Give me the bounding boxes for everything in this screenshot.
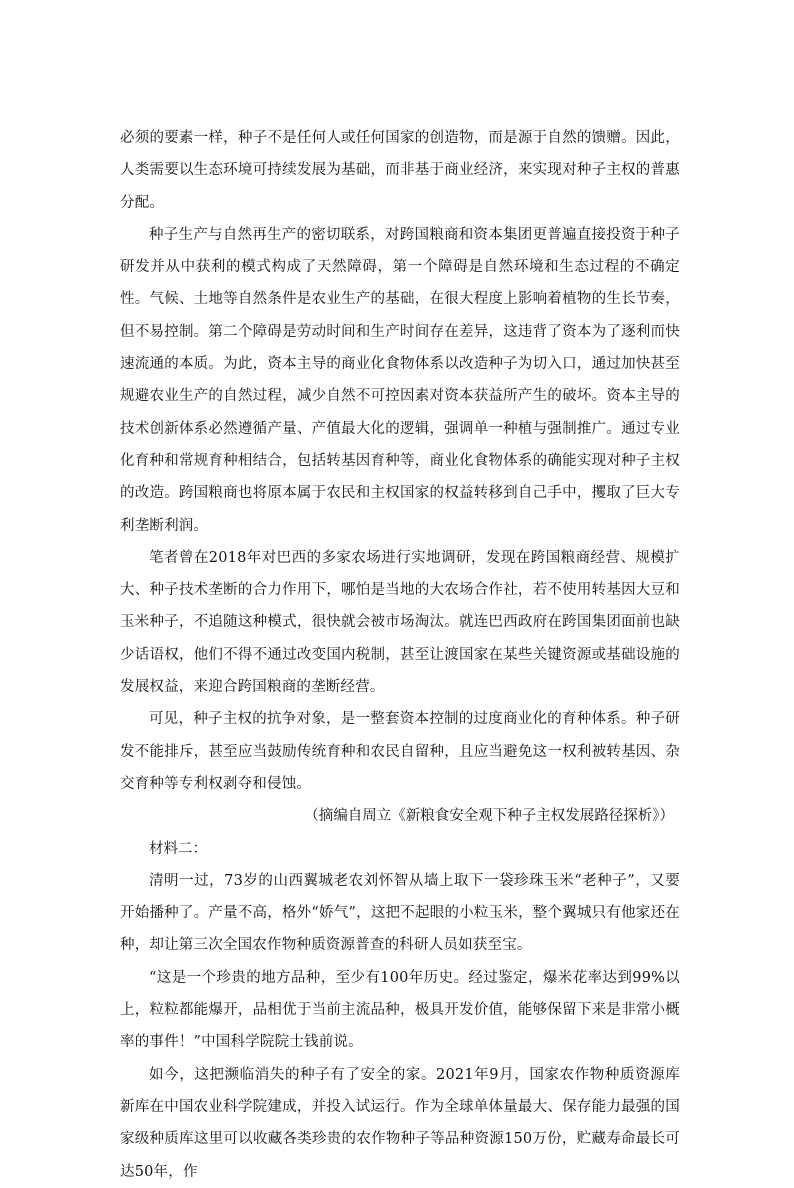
paragraph-brazil-survey: 笔者曾在2018年对巴西的多家农场进行实地调研，发现在跨国粮商经营、规模扩大、种子技术垄断的合力作用下，哪怕是当地的大农场合作社，若不使用转基因大豆和玉米种子，不追随这种模式，很快就会被市场淘汰。就连巴西政府在跨国集团面前也缺少话语权，他们不得不通过改变国内税制，甚至让渡国家在某些关键资源或基础设施的发展权益，来迎合跨国粮商的垄断经营。 — [120, 549, 680, 696]
document-page — [120, 122, 680, 1188]
paragraph-gene-bank: 如今，这把濒临消失的种子有了安全的家。2021年9月，国家农作物种质资源库新库在中国农业科学院建成，并投入试运行。作为全球单体量最大、保存能力最强的国家级种质库这里可以收藏各类珍贵的农作物种子等品种资源150万份，贮藏寿命最长可达50年，作 — [120, 1066, 680, 1180]
paragraph-continuation: 必须的要素一样，种子不是任何人或任何国家的创造物，而是源于自然的馈赠。因此，人类需要以生态环境可持续发展为基础，而非基于商业经济，来实现对种子主权的普惠分配。 — [120, 130, 680, 211]
paragraph-conclusion: 可见，种子主权的抗争对象，是一整套资本控制的过度商业化的育种体系。种子研发不能排斥，甚至应当鼓励传统育种和农民自留种，且应当避免这一权利被转基因、杂交育种等专利权剥夺和侵蚀。 — [120, 711, 680, 792]
source-citation: （摘编自周立《新粮食安全观下种子主权发展路径探析》） — [304, 808, 674, 825]
paragraph-quote: “这是一个珍贵的地方品种，至少有100年历史。经过鉴定，爆米花率达到99%以上，粒粒都能爆开，品相优于当前主流品种，极具开发价值，能够保留下来是非常小概率的事件！”中国科学院院士钱前说。 — [120, 969, 680, 1051]
material-two-label: 材料二： — [149, 840, 207, 857]
paragraph-seed-production: 种子生产与自然再生产的密切联系，对跨国粮商和资本集团更普遍直接投资于种子研发并从中获利的模式构成了天然障碍，第一个障碍是自然环境和生态过程的不确定性。气候、土地等自然条件是农业生产的基础，在很大程度上影响着植物的生长节奏，但不易控制。第二个障碍是劳动时间和生产时间存在差异，这违背了资本为了逐利而快速流通的本质。为此，资本主导的商业化食物体系以改造种子为切入口，通过加快甚至规避农业生产的自然过程，减少自然不可控因素对资本获益所产生的破坏。资本主导的技术创新体系必然遵循产量、产值最大化的逻辑，强调单一种植与强制推广。通过专业化育种和常规育种相结合，包括转基因育种等，商业化食物体系的确能实现对种子主权的改造。跨国粮商也将原本属于农民和主权国家的权益转移到自己手中，攫取了巨大专利垄断利润。 — [120, 226, 680, 534]
paragraph-old-seeds: 清明一过，73岁的山西翼城老农刘怀智从墙上取下一袋珍珠玉米“老种子”，又要开始播种了。产量不高，格外“娇气”，这把不起眼的小粒玉米，整个翼城只有他家还在种，却让第三次全国农作物种质资源普查的科研人员如获至宝。 — [120, 872, 680, 954]
